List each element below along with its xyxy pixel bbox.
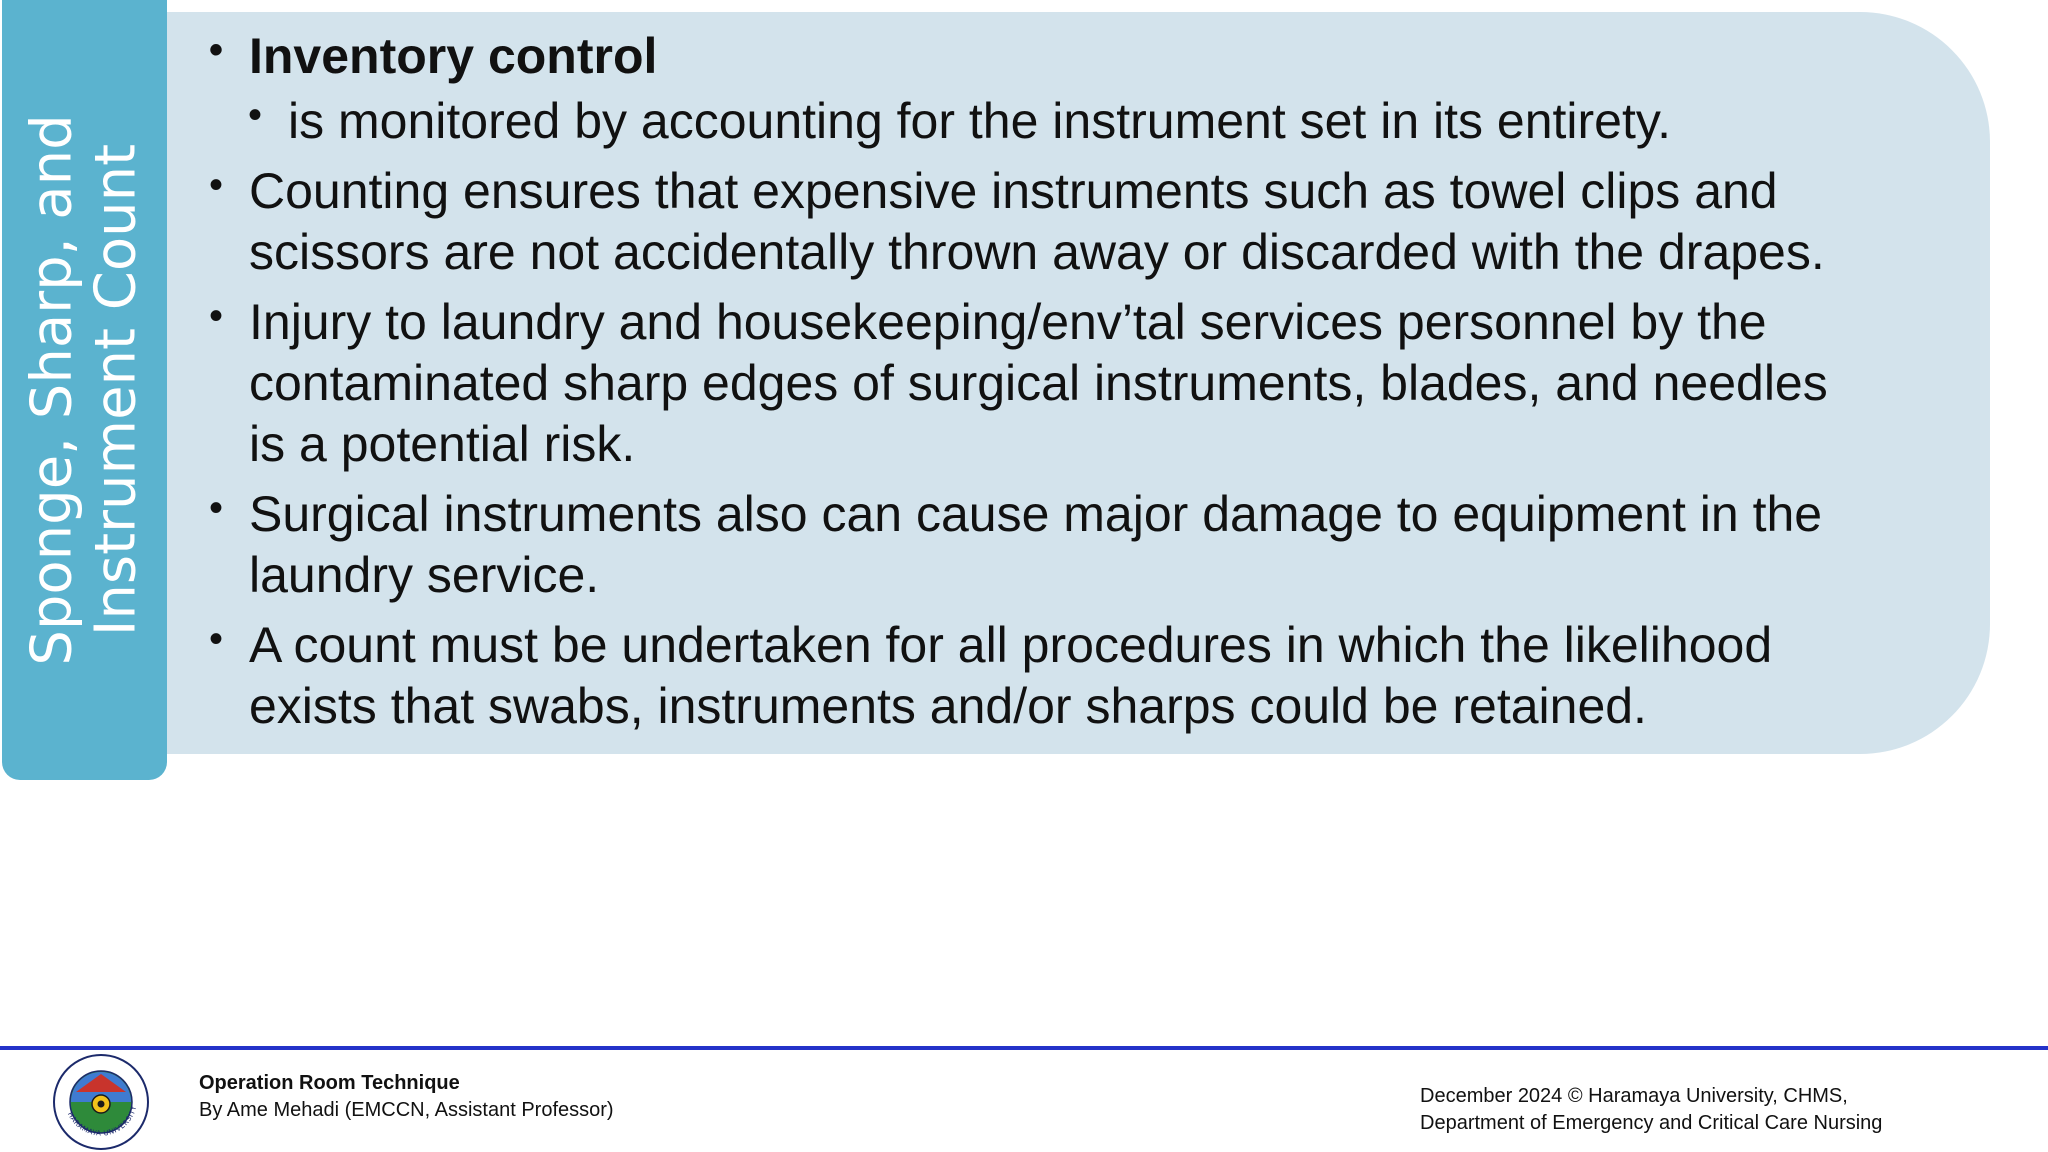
bullet-counting: • Counting ensures that expensive instruments such as towel clips and scissors are not accidentally thrown away or discarded with the drapes. [205, 161, 1865, 283]
bullet-equipment-damage: • Surgical instruments also can cause major damage to equipment in the laundry service. [205, 484, 1865, 606]
side-title-line-2: Instrument Count [83, 143, 149, 637]
bullet-list [205, 26, 1865, 746]
footer-course-title: Operation Room Technique [199, 1072, 460, 1094]
footer-copyright-line-1: December 2024 © Haramaya University, CHMS, [1420, 1085, 1848, 1107]
side-title-line-1: Sponge, Sharp, and [19, 114, 85, 666]
bullet-sub-inventory-monitoring: • is monitored by accounting for the instrument set in its entirety. [244, 91, 1865, 152]
side-title-tab [2, 0, 167, 780]
logo-ring-text: HARAMAYA UNIVERSITY [65, 1104, 139, 1138]
footer-left [199, 1070, 614, 1124]
bullet-injury-risk: • Injury to laundry and housekeeping/env’tal services personnel by the contaminated sharp edges of surgical instruments, blades, and needles is a potential risk. [205, 292, 1865, 475]
bullet-heading-inventory-control: • Inventory control [205, 26, 1865, 87]
bullet-count-requirement: • A count must be undertaken for all procedures in which the likelihood exists that swabs, instruments and/or sharps could be retained. [205, 615, 1865, 737]
footer-copyright-line-2: Department of Emergency and Critical Care Nursing [1420, 1112, 1883, 1134]
footer-author: By Ame Mehadi (EMCCN, Assistant Professor) [199, 1099, 614, 1121]
side-title [2, 0, 167, 780]
university-logo [44, 1052, 158, 1152]
footer-divider [0, 1046, 2048, 1050]
university-seal-icon [44, 1052, 158, 1152]
footer-right [1420, 1083, 1882, 1137]
